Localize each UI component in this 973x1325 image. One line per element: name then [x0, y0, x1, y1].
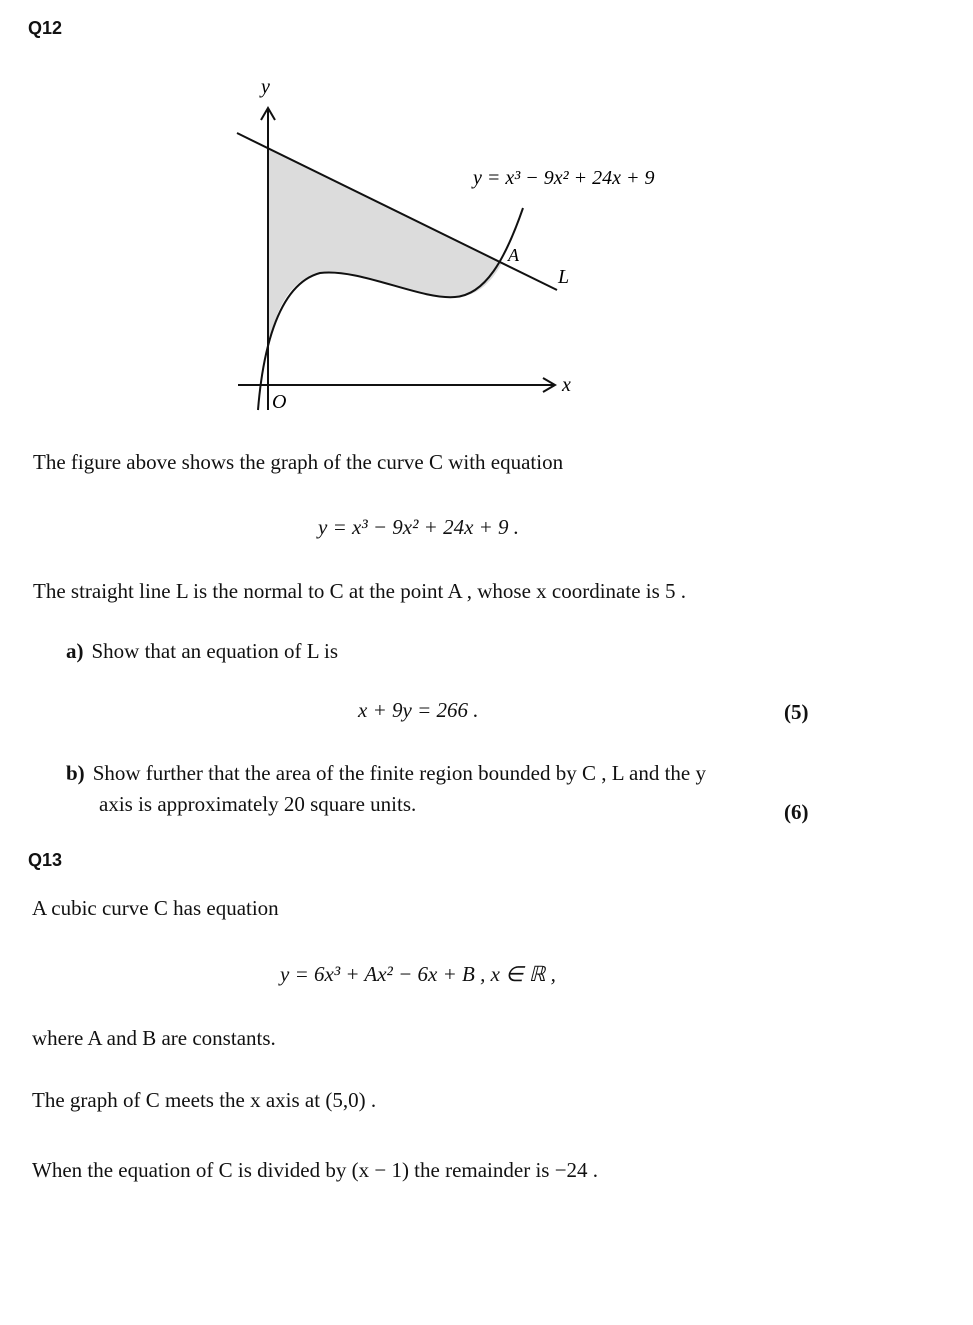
part-b-label: b) [66, 761, 85, 785]
origin-label: O [272, 391, 287, 413]
part-b [66, 761, 706, 786]
q12-intro: The figure above shows the graph of the curve C with equation [33, 450, 564, 474]
q12-normal-text: The straight line L is the normal to C at the point A , whose x coordinate is 5 . [33, 579, 687, 603]
q13-intro: A cubic curve C has equation [32, 896, 279, 920]
q13-constants: where A and B are constants. [32, 1026, 276, 1050]
part-a-equation: x + 9y = 266 . [358, 698, 479, 722]
part-b-text-line1: Show further that the area of the finite region bounded by C , L and the y [92, 761, 706, 785]
x-axis-label: x [562, 374, 571, 396]
part-a [66, 639, 338, 664]
figure-curve-and-normal [0, 0, 973, 430]
curve-label: y = x³ − 9x² + 24x + 9 [473, 167, 655, 189]
point-a-label: A [508, 245, 519, 265]
part-b-marks: (6) [784, 800, 809, 824]
q12-equation: y = x³ − 9x² + 24x + 9 . [318, 515, 520, 539]
part-a-text: Show that an equation of L is [91, 639, 339, 663]
question-12-label: Q12 [28, 18, 63, 38]
q13-remainder: When the equation of C is divided by (x − 1) the remainder is −24 . [32, 1158, 599, 1182]
line-l-label: L [558, 266, 570, 288]
shaded-region [268, 148, 502, 355]
part-a-marks: (5) [784, 700, 809, 724]
question-13-label: Q13 [28, 850, 63, 870]
q13-equation: y = 6x³ + Ax² − 6x + B , x ∈ ℝ , [280, 962, 556, 986]
q13-meets: The graph of C meets the x axis at (5,0) . [32, 1088, 377, 1112]
part-b-text-line2: axis is approximately 20 square units. [99, 792, 417, 816]
y-axis-label: y [261, 76, 270, 98]
part-a-label: a) [66, 639, 84, 663]
